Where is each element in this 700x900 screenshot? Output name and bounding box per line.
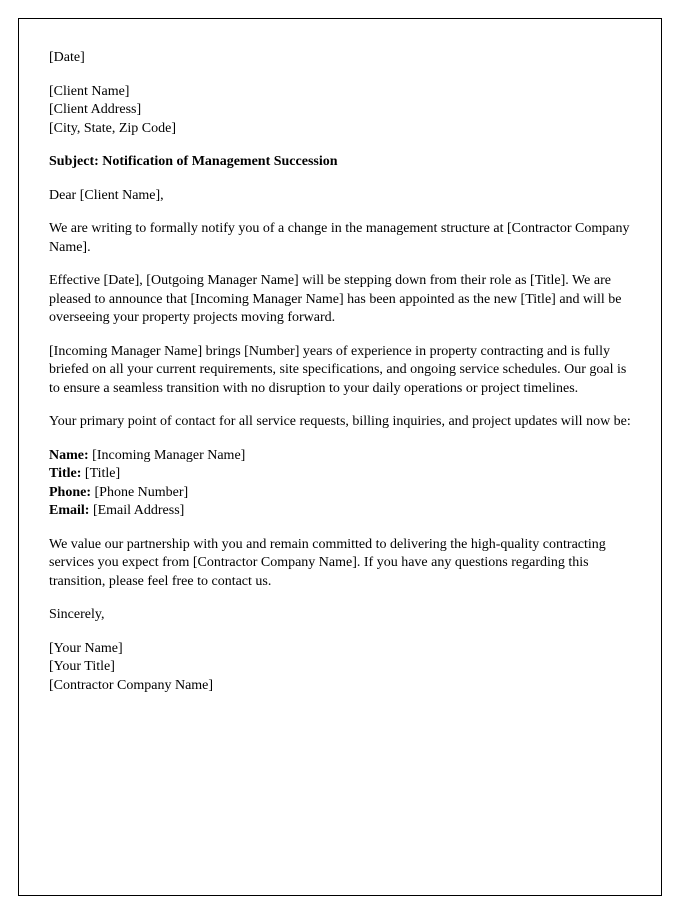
- subject-line: Subject: Notification of Management Succession: [49, 154, 338, 169]
- contact-details-block: [49, 447, 631, 521]
- contact-phone-line: [49, 484, 631, 503]
- contact-email-line: [49, 502, 631, 521]
- contact-phone-value: [Phone Number]: [91, 484, 189, 500]
- contact-title-value: [Title]: [81, 466, 121, 481]
- paragraph-intro: We are writing to formally notify you of a change in the management structure at [Contractor Company Name].: [49, 221, 630, 255]
- letter-body: [19, 19, 661, 695]
- recipient-city-state-zip: [City, State, Zip Code]: [49, 120, 177, 136]
- recipient-block: [49, 83, 631, 139]
- signature-title: [Your Title]: [49, 659, 115, 674]
- paragraph-contact-intro: Your primary point of contact for all service requests, billing inquiries, and project updates will now be:: [49, 414, 631, 429]
- contact-email-label: Email:: [49, 503, 90, 518]
- letter-date: [Date]: [49, 50, 85, 65]
- contact-name-value: [Incoming Manager Name]: [88, 447, 246, 463]
- contact-email-value: [Email Address]: [89, 503, 185, 518]
- paragraph-effective-date: Effective [Date], [Outgoing Manager Name] will be stepping down from their role as [Title]. We are pleased to announce that [Incoming Manager Name] has been appointed as the new [Title] and will be overseeing your property projects moving forward.: [49, 273, 622, 325]
- signature-block: [49, 640, 631, 696]
- contact-title-label: Title:: [49, 466, 82, 481]
- contact-title-line: [49, 465, 631, 484]
- paragraph-partnership: We value our partnership with you and remain committed to delivering the high-quality contracting services you expect from [Contractor Company Name]. If you have any questions regarding this transition, please feel free to contact us.: [49, 536, 606, 589]
- recipient-name: [Client Name]: [49, 83, 130, 99]
- contact-name-label: Name:: [49, 447, 89, 463]
- signature-name: [Your Name]: [49, 640, 123, 656]
- closing: Sincerely,: [49, 607, 105, 622]
- contact-name-line: [49, 447, 631, 466]
- recipient-address: [Client Address]: [49, 102, 142, 117]
- signature-company: [Contractor Company Name]: [49, 677, 214, 693]
- salutation: Dear [Client Name],: [49, 187, 164, 203]
- paragraph-experience: [Incoming Manager Name] brings [Number] years of experience in property contracting and is fully briefed on all your current requirements, site specifications, and ongoing service schedules. Our goal is to ensure a seamless transition with no disruption to your daily operations or project timelines.: [49, 343, 627, 396]
- letter-page: [18, 18, 662, 896]
- contact-phone-label: Phone:: [49, 484, 91, 500]
